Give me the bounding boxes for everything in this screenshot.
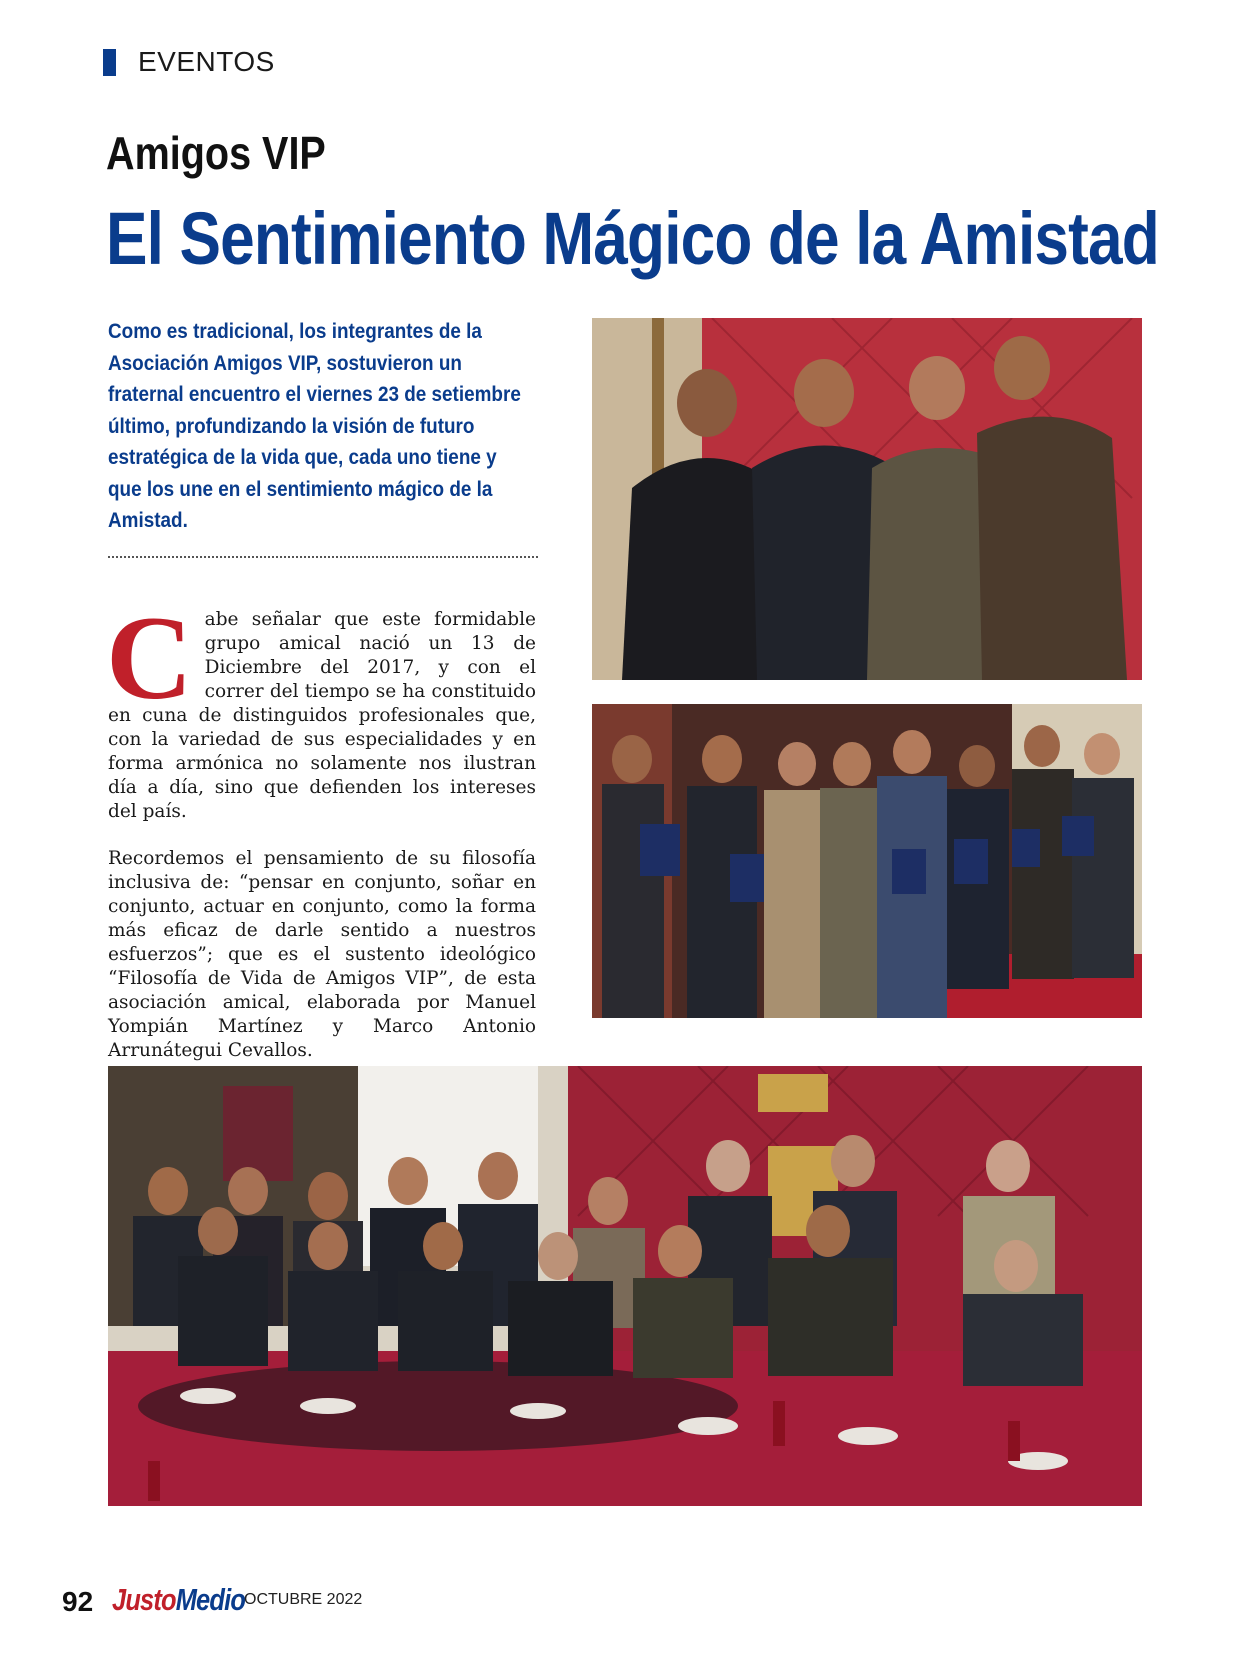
section-marker <box>103 49 116 76</box>
logo-part-medio: Medio <box>175 1582 246 1617</box>
logo-part-justo: Justo <box>112 1582 176 1617</box>
photo-four-members <box>592 318 1142 680</box>
section-label: EVENTOS <box>138 46 275 77</box>
publication-logo <box>112 1582 245 1618</box>
paragraph-1-text: abe señalar que este formidable grupo amical nació un 13 de Diciembre del 2017, y con el correr del tiempo se ha constituido en cuna de distinguidos profesionales que, con la variedad de sus especialidades y en forma armónica no solamente nos ilustran día a día, sino que defienden los intereses del país. <box>108 609 536 822</box>
body-paragraph-1 <box>106 591 536 824</box>
article-kicker: Amigos VIP <box>106 127 326 179</box>
article-headline: El Sentimiento Mágico de la Amistad <box>106 197 1159 280</box>
page-number: 92 <box>62 1586 94 1617</box>
photo-banquet-group <box>108 1066 1142 1506</box>
issue-date: OCTUBRE 2022 <box>244 1591 363 1608</box>
body-paragraph-2: Recordemos el pensamiento de su filosofía inclusiva de: “pensar en conjunto, soñar en conjunto, actuar en conjunto, como la forma más eficaz de darle sentido a nuestros esfuerzos”; que es el sustento ideológico “Filosofía de Vida de Amigos VIP”, de esta asociación amical, elaborada por Manuel Yompián Martínez y Marco Antonio Arrunátegui Cevallos. <box>108 848 536 1061</box>
article-body <box>106 591 536 1086</box>
drop-cap: C <box>106 591 193 724</box>
article-lead: Como es tradicional, los integrantes de la Asociación Amigos VIP, sostuvieron un fraternal encuentro el viernes 23 de setiembre último, profundizando la visión de futuro estratégica de la vida que, cada uno tiene y que los une en el sentimiento mágico de la Amistad. <box>108 320 521 532</box>
photo-group-with-magazines <box>592 704 1142 1018</box>
dotted-divider <box>108 556 538 558</box>
